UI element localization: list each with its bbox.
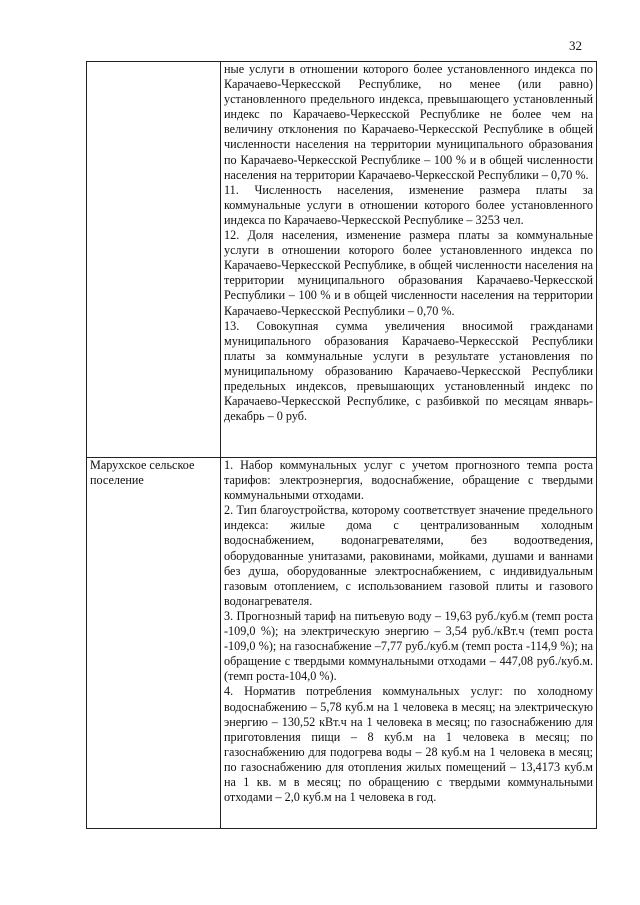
municipality-cell xyxy=(87,62,221,458)
table-row xyxy=(87,458,597,829)
details-cell xyxy=(221,458,597,829)
details-cell xyxy=(221,62,597,458)
paragraph: ные услуги в отношении которого более установленного индекса по Карачаево-Черкесской Республике, но менее (или равно) установленного предельного индекса, превышающего установленный индекс по Карачаево-Черкесской Республике не более чем на величину отклонения по Карачаево-Черкесской Республике в общей численности населения на территории муниципального образования по Карачаево-Черкесской Республике – 100 % и в общей численности населения на территории Карачаево-Черкесской Республики – 0,70 %. xyxy=(224,62,593,182)
table-row xyxy=(87,62,597,458)
indices-table xyxy=(86,61,597,829)
paragraph: 12. Доля населения, изменение размера платы за коммунальные услуги в отношении которого более установленного индекса по Карачаево-Черкесской Республике, в общей численности населения на территории муниципального образования Карачаево-Черкесской Республики – 100 % и в общей численности населения на территории Карачаево-Черкесской Республики – 0,70 %. xyxy=(224,228,593,318)
paragraph: 11. Численность населения, изменение размера платы за коммунальные услуги в отношении которого более установленного индекса по Карачаево-Черкесской Республике – 3253 чел. xyxy=(224,182,593,227)
paragraph: 4. Норматив потребления коммунальных услуг: по холодному водоснабжению – 5,78 куб.м на 1 человека в месяц; на электрическую энергию – 130,52 кВт.ч на 1 человека в месяц; по газоснабжению для приготовления пищи – 8 куб.м на 1 человека в месяц; по газоснабжению для подогрева воды – 28 куб.м на 1 человека в месяц; по газоснабжению для отопления жилых помещений – 13,4173 куб.м на 1 кв. м в месяц; по обращению с твердыми коммунальными отходами – 2,0 куб.м на 1 человека в год. xyxy=(224,684,593,805)
paragraph: 13. Совокупная сумма увеличения вносимой гражданами муниципального образования Карачаево-Черкесской Республики платы за коммунальные услуги в результате установления по муниципальному образованию Карачаево-Черкесской Республики предельных индексов, превышающих установленный индекс по Карачаево-Черкесской Республике, с разбивкой по месяцам январь-декабрь – 0 руб. xyxy=(224,318,593,424)
paragraph: 3. Прогнозный тариф на питьевую воду – 19,63 руб./куб.м (темп роста -109,0 %); на электрическую энергию – 3,54 руб./кВт.ч (темп роста -109,0 %); на газоснабжение –7,77 руб./куб.м (темп роста -114,9 %); на обращение с твердыми коммунальными отходами – 447,08 руб./куб.м. (темп роста-104,0 %). xyxy=(224,608,593,684)
paragraph: 1. Набор коммунальных услуг с учетом прогнозного темпа роста тарифов: электроэнергия, водоснабжение, обращение с твердыми коммунальными отходами. xyxy=(224,458,593,503)
page-number: 32 xyxy=(569,38,582,53)
municipality-cell: Марухское сельское поселение xyxy=(87,458,221,829)
paragraph: 2. Тип благоустройства, которому соответствует значение предельного индекса: жилые дома с централизованным холодным водоснабжением, водонагревателями, без водоотведения, оборудованные унитазами, раковинами, мойками, душами и ваннами без душа, оборудованные электроснабжением, с индивидуальным газовым отоплением, с использованием газовой плиты и газового водонагревателя. xyxy=(224,503,593,608)
